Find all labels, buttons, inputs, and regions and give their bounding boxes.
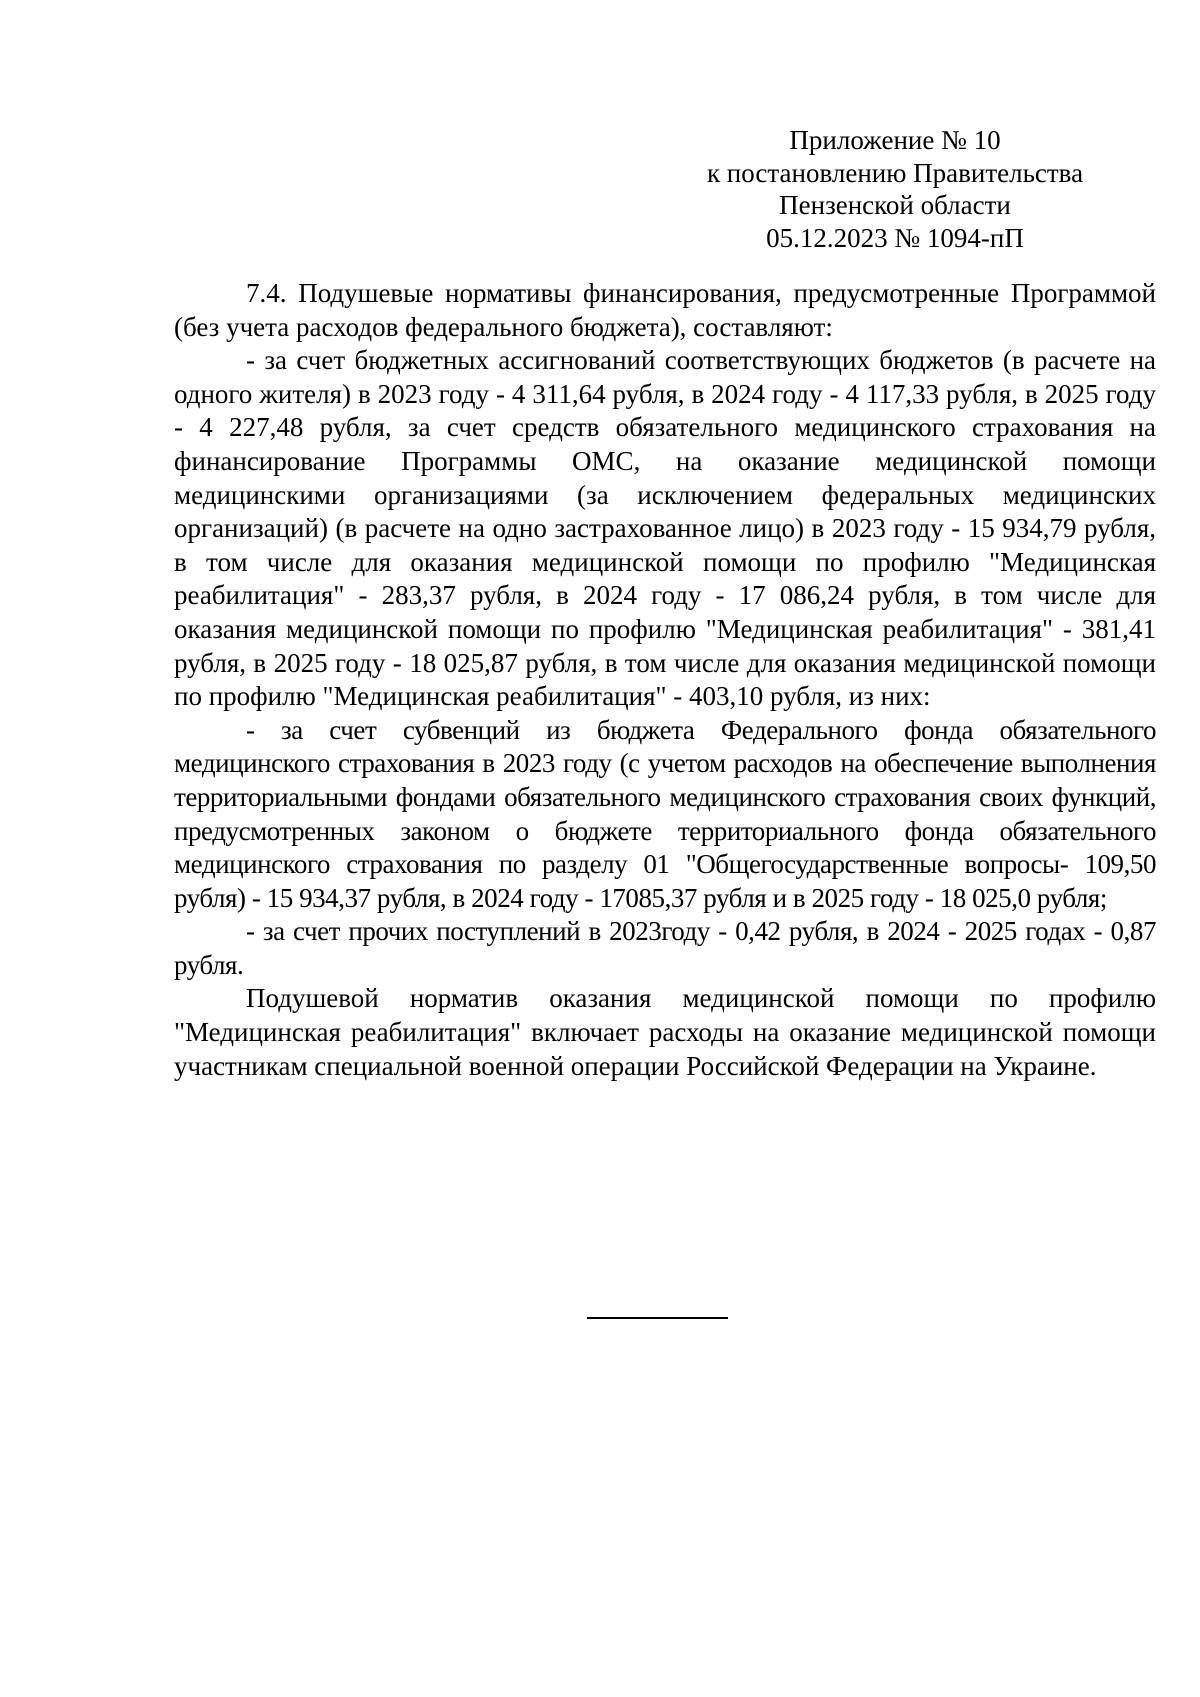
document-body [174,277,1156,1083]
rehabilitation-norm-paragraph: Подушевой норматив оказания медицинской помощи по профилю "Медицинская реабилитация" включает расходы на оказание медицинской помощи участникам специальной военной операции Российской Федерации на Украине. [174,983,1156,1081]
region-name: Пензенской области [779,190,1011,220]
closing-rule [587,1317,728,1319]
budget-allocations-paragraph: - за счет бюджетных ассигнований соответствующих бюджетов (в расчете на одного жителя) в 2023 году - 4 311,64 рубля, в 2024 году - 4 117,33 рубля, в 2025 году - 4 227,48 рубля, за счет средств обязательного медицинского страхования на финансирование Программы ОМС, на оказание медицинской помощи медицинскими организациями (за исключением федеральных медицинских организаций) (в расчете на одно застрахованное лицо) в 2023 году - 15 934,79 рубля, в том числе для оказания медицинской помощи по профилю "Медицинская реабилитация" - 283,37 рубля, в 2024 году - 17 086,24 рубля, в том числе для оказания медицинской помощи по профилю "Медицинская реабилитация" - 381,41 рубля, в 2025 году - 18 025,87 рубля, в том числе для оказания медицинской помощи по профилю "Медицинская реабилитация" - 403,10 рубля, из них: [174,345,1156,712]
other-revenues-paragraph: - за счет прочих поступлений в 2023году - 0,42 рубля, в 2024 - 2025 годах - 0,87 рубля. [174,916,1156,980]
resolution-reference: к постановлению Правительства [706,157,1084,188]
subventions-paragraph: - за счет субвенций из бюджета Федерального фонда обязательного медицинского страхования в 2023 году (с учетом расходов на обеспечение выполнения территориальными фондами обязательного медицинского страхования своих функций, предусмотренных законом о бюджете территориального фонда обязательного медицинского страхования по разделу 01 "Общегосударственные вопросы- 109,50 рубля) - 15 934,37 рубля, в 2024 году - 17085,37 рубля и в 2025 году - 18 025,0 рубля; [174,714,1156,913]
resolution-date-number: 05.12.2023 № 1094-пП [766,222,1024,253]
section-7-4-paragraph: 7.4. Подушевые нормативы финансирования, предусмотренные Программой (без учета расходов федерального бюджета), составляют: [174,278,1156,342]
appendix-header [685,124,1105,254]
appendix-number: Приложение № 10 [789,125,1001,155]
